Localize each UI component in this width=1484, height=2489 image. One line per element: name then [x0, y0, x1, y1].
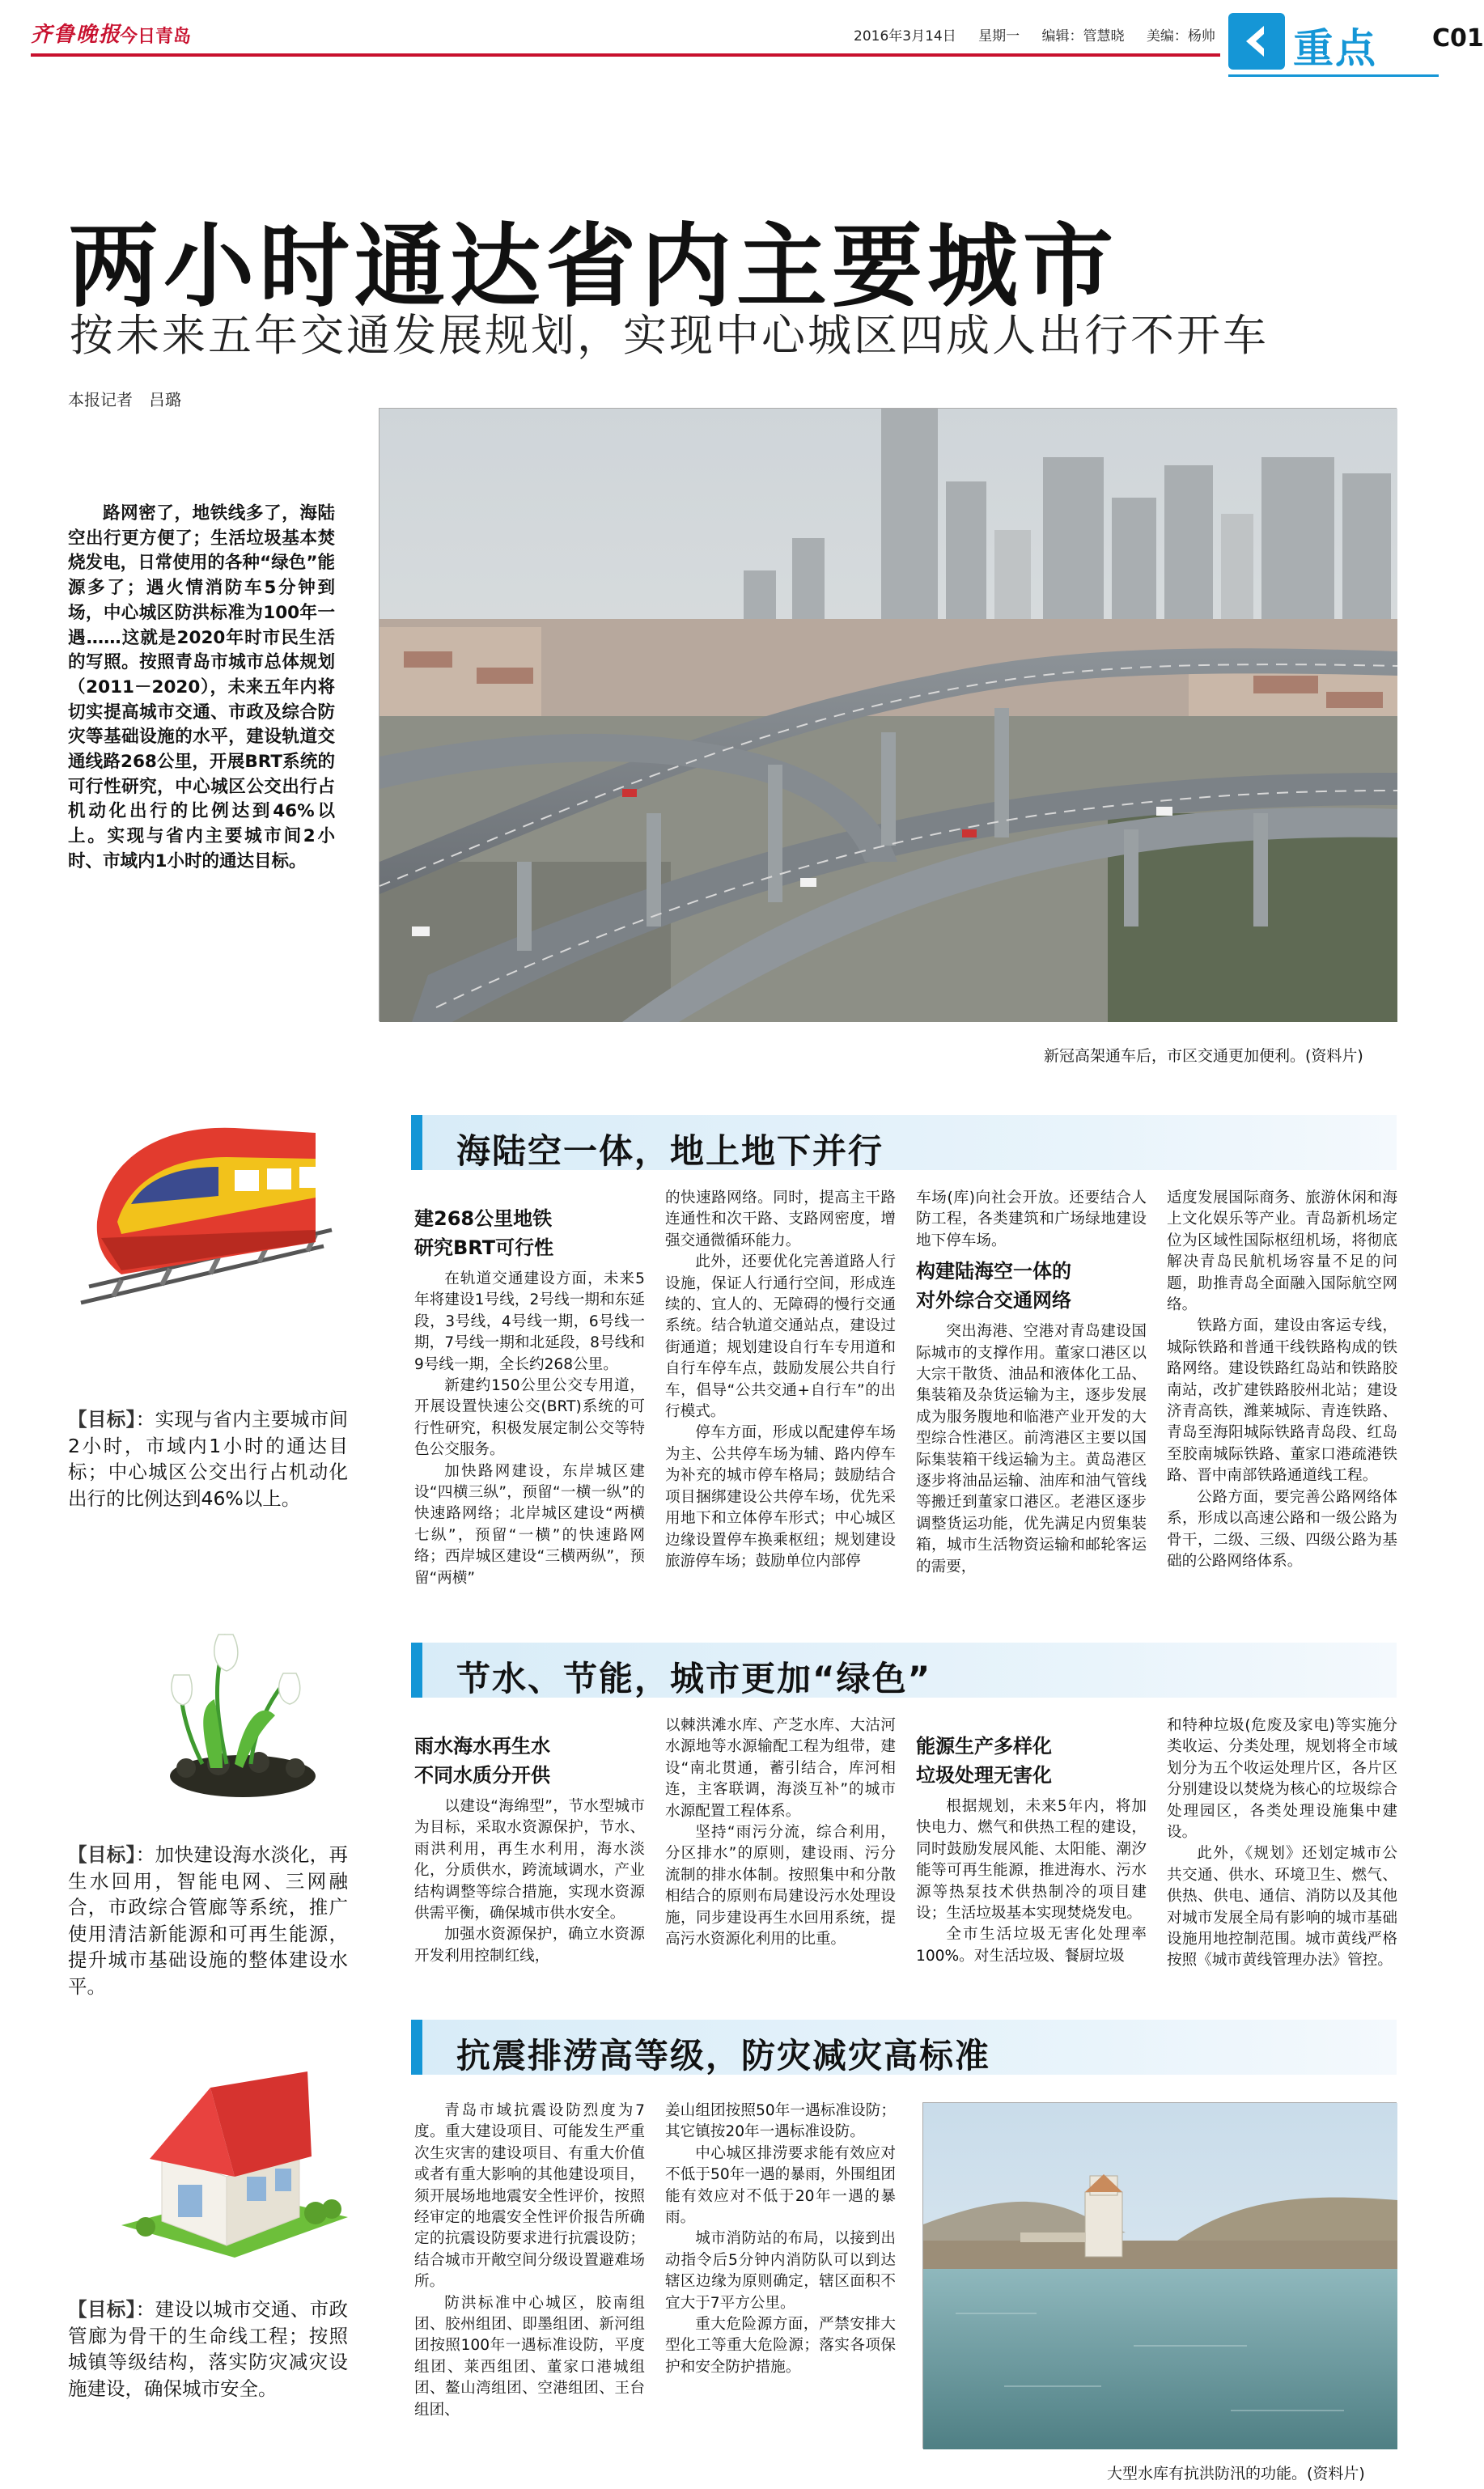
- paragraph: 全市生活垃圾无害化处理率100%。对生活垃圾、餐厨垃圾: [916, 1926, 1147, 1965]
- lead-paragraph: 路网密了，地铁线多了，海陆空出行更方便了；生活垃圾基本焚烧发电，日常使用的各种“绿色”能源多了；遇火情消防车5分钟到场，中心城区防洪标准为100年一遇……这就是2020年时市民生活的写照。按照青岛市城市总体规划（2011－2020），未来五年内将切实提高城市交通、市政及综合防灾等基础设施的水平，建设轨道交通线路268公里，开展BRT系统的可行性研究，中心城区公交出行占机动化出行的比例达到46%以上。实现与省内主要城市间2小时、市域内1小时的通达目标。: [68, 503, 335, 871]
- goal-text: ：加快建设海水淡化，再生水回用，智能电网、三网融合，市政综合管廊等系统，推广使用清洁新能源和可再生能源，提升城市基础设施的整体建设水平。: [68, 1843, 348, 1998]
- paragraph: 新建约150公里公交专用道，开展设置快速公交(BRT)系统的可行性研究，积极发展定制公交等特色公交服务。: [414, 1377, 645, 1459]
- paragraph: 以棘洪滩水库、产芝水库、大沽河水源地等水源输配工程为组带，建设“南北贯通，蓄引结合，库河相连，主客联调，海淡互补”的城市水源配置工程体系。: [665, 1717, 896, 1820]
- goal-box-transport: [68, 1406, 348, 1512]
- goal-text: ：实现与省内主要城市间2小时，市域内1小时的通达目标；中心城区公交出行占机动化出行的比例达到46%以上。: [68, 1408, 348, 1510]
- paragraph: 以建设“海绵型”，节水型城市为目标，采取水资源保护，节水、雨洪利用，再生水利用，海水淡化，分质供水，跨流域调水，产业结构调整等综合措施，实现水资源供需平衡，确保城市供水安全。: [414, 1798, 645, 1923]
- headline: 两小时通达省内主要城市: [68, 214, 1118, 320]
- issue-info: [854, 24, 1233, 45]
- paragraph: 中心城区排涝要求能有效应对不低于50年一遇的暴雨，外围组团能有效应对不低于20年一遇的暴雨。: [665, 2144, 896, 2227]
- subhead: 建268公里地铁 研究BRT可行性: [414, 1207, 554, 1259]
- text-column: [665, 1188, 896, 1572]
- paragraph: 适度发展国际商务、旅游休闲和海上文化娱乐等产业。青岛新机场定位为区域性国际枢纽机场，将彻底解决青岛民航机场容量不足的问题，助推青岛全面融入国际航空网络。: [1167, 1189, 1397, 1314]
- text-column: [665, 1715, 896, 1950]
- issue-designer: 美编：杨帅: [1146, 28, 1215, 45]
- header-rule: [31, 53, 1220, 57]
- train-illustration: [73, 1100, 340, 1319]
- paragraph: 铁路方面，建设由客运专线，城际铁路和普通干线铁路构成的铁路网络。建设铁路红岛站和铁路胶南站，改扩建铁路胶州北站；建设济青高铁，潍莱城际、青连铁路、青岛至海阳城际铁路青岛段、红岛至胶南城际铁路、董家口港疏港铁路、晋中南部铁路通道线工程。: [1167, 1317, 1397, 1485]
- subhead: 构建陆海空一体的 对外综合交通网络: [916, 1260, 1071, 1312]
- snowdrop-illustration: [154, 1602, 348, 1804]
- masthead-logo: 齐鲁晚报: [31, 23, 122, 47]
- paragraph: 防洪标准中心城区，胶南组团、胶州组团、即墨组团、新河组团按照100年一遇标准设防，平度组团、莱西组团、董家口港城组团、鳌山湾组团、空港组团、王台组团、: [414, 2294, 645, 2419]
- viaduct-photo: [379, 408, 1397, 1021]
- section-tag: 今日青岛: [120, 27, 192, 47]
- paragraph: 突出海港、空港对青岛建设国际城市的支撑作用。董家口港区以大宗干散货、油品和液体化工品、集装箱及杂货运输为主，逐步发展成为服务腹地和临港产业开发的大型综合性港区。前湾港区主要以国际集装箱干线运输为主。黄岛港区逐步将油品运输、油库和油气管线等搬迁到董家口港区。老港区逐步调整货运功能，优先满足内贸集装箱，城市生活物资运输和邮轮客运的需要，: [916, 1323, 1147, 1575]
- paragraph: 加快路网建设，东岸城区建设“四横三纵”，预留“一横一纵”的快速路网络；北岸城区建设“两横七纵”，预留“一横”的快速路网络；西岸城区建设“三横两纵”，预留“两横”: [414, 1462, 645, 1587]
- subhead: 雨水海水再生水 不同水质分开供: [414, 1735, 550, 1787]
- section-badge-label: 重点: [1293, 25, 1377, 72]
- paragraph: 车场(库)向社会开放。还要结合人防工程，各类建筑和广场绿地建设地下停车场。: [916, 1189, 1147, 1249]
- section-title: 海陆空一体，地上地下并行: [456, 1131, 884, 1171]
- section-badge: [1228, 13, 1418, 70]
- paragraph: 青岛市域抗震设防烈度为7度。重大建设项目、可能发生严重次生灾害的建设项目、有重大价值或者有重大影响的其他建设项目，须开展场地地震安全性评价，按照经审定的地震安全性评价报告所确定的抗震设防要求进行抗震设防；结合城市开敞空间分级设置避难场所。: [414, 2102, 645, 2291]
- paragraph: 此外，《规划》还划定城市公共交通、供水、环境卫生、燃气、供热、供电、通信、消防以及其他对城市发展全局有影响的城市基础设施用地控制范围。城市黄线严格按照《城市黄线管理办法》管控。: [1167, 1845, 1397, 1970]
- section-title: 抗震排涝高等级，防灾减灾高标准: [456, 2036, 991, 2076]
- issue-editor: 编辑：管慧晓: [1041, 28, 1125, 45]
- text-column: [414, 1727, 645, 1967]
- section-title: 节水、节能，城市更加“绿色”: [456, 1659, 932, 1698]
- text-column: [1167, 1715, 1397, 1972]
- main-photo-caption: 新冠高架通车后，市区交通更加便利。(资料片): [1044, 1047, 1363, 1065]
- goal-box-green: [68, 1842, 348, 1999]
- house-illustration: [113, 2055, 356, 2274]
- paragraph: 城市消防站的布局，以接到出动指令后5分钟内消防队可以到达辖区边缘为原则确定，辖区面积不宜大于7平方公里。: [665, 2230, 896, 2312]
- text-column: [665, 2101, 896, 2378]
- section-bar-transport: [411, 1115, 1397, 1170]
- paragraph: 的快速路网络。同时，提高主干路连通性和次干路、支路网密度，增强交通微循环能力。: [665, 1189, 896, 1249]
- section-bar-disaster: [411, 2020, 1397, 2075]
- text-column: [414, 2101, 645, 2421]
- text-column: [1167, 1188, 1397, 1572]
- text-column: [414, 1199, 645, 1589]
- byline: 本报记者 吕璐: [68, 390, 181, 409]
- goal-label: 【目标】: [68, 1408, 136, 1431]
- reservoir-photo-caption: 大型水库有抗洪防汛的功能。(资料片): [1107, 2465, 1365, 2483]
- text-column: [916, 1188, 1147, 1578]
- page-number: C01: [1432, 24, 1484, 53]
- paragraph: 停车方面，形成以配建停车场为主、公共停车场为辅、路内停车为补充的城市停车格局；鼓励结合项目捆绑建设公共停车场，优先采用地下和立体停车形式；中心城区边缘设置停车换乘枢纽；规划建设旅游停车场；鼓励单位内部停: [665, 1424, 896, 1570]
- paragraph: 此外，还要优化完善道路人行设施，保证人行通行空间，形成连续的、宜人的、无障碍的慢行交通系统。结合轨道交通站点，建设过街通道；规划建设自行车专用道和自行车停车点，鼓励发展公共自行车，倡导“公共交通+自行车”的出行模式。: [665, 1253, 896, 1421]
- issue-weekday: 星期一: [978, 28, 1020, 45]
- section-bar-green: [411, 1643, 1397, 1698]
- goal-label: 【目标】: [68, 2298, 136, 2321]
- paragraph: 公路方面，要完善公路网络体系，形成以高速公路和一级公路为骨干，二级、三级、四级公路为基础的公路网络体系。: [1167, 1488, 1397, 1570]
- reservoir-photo: [922, 2102, 1397, 2449]
- text-column: [916, 1727, 1147, 1967]
- paragraph: 姜山组团按照50年一遇标准设防；其它镇按20年一遇标准设防。: [665, 2102, 896, 2141]
- goal-label: 【目标】: [68, 1843, 136, 1866]
- goal-text: ：建设以城市交通、市政管廊为骨干的生命线工程；按照城镇等级结构，落实防灾减灾设施建设，确保城市安全。: [68, 2298, 348, 2400]
- chevron-left-icon: [1228, 13, 1285, 70]
- paragraph: 加强水资源保护，确立水资源开发利用控制红线，: [414, 1926, 645, 1965]
- paragraph: 重大危险源方面，严禁安排大型化工等重大危险源；落实各项保护和安全防护措施。: [665, 2316, 896, 2376]
- paragraph: 根据规划，未来5年内，将加快电力、燃气和供热工程的建设，同时鼓励发展风能、太阳能、潮汐能等可再生能源，推进海水、污水源等热泵技术供热制冷的项目建设；生活垃圾基本实现焚烧发电。: [916, 1798, 1147, 1923]
- paragraph: 坚持“雨污分流，综合利用，分区排水”的原则，建设雨、污分流制的排水体制。按照集中和分散相结合的原则布局建设污水处理设施，同步建设再生水回用系统，提高污水资源化利用的比重。: [665, 1824, 896, 1948]
- paragraph: 在轨道交通建设方面，未来5年将建设1号线，2号线一期和东延段，3号线，4号线一期，6号线一期，7号线一期和北延段，8号线和9号线一期，全长约268公里。: [414, 1270, 645, 1373]
- subhead: 能源生产多样化 垃圾处理无害化: [916, 1735, 1052, 1787]
- badge-rule: [1228, 74, 1439, 77]
- issue-date: 2016年3月14日: [854, 28, 956, 45]
- subheadline: 按未来五年交通发展规划，实现中心城区四成人出行不开车: [70, 310, 1269, 361]
- paragraph: 和特种垃圾(危废及家电)等实施分类收运、分类处理，规划将全市域划分为五个收运处理片区，各片区分别建设以焚烧为核心的垃圾综合处理园区，各类处理设施集中建设。: [1167, 1717, 1397, 1842]
- goal-box-disaster: [68, 2296, 348, 2402]
